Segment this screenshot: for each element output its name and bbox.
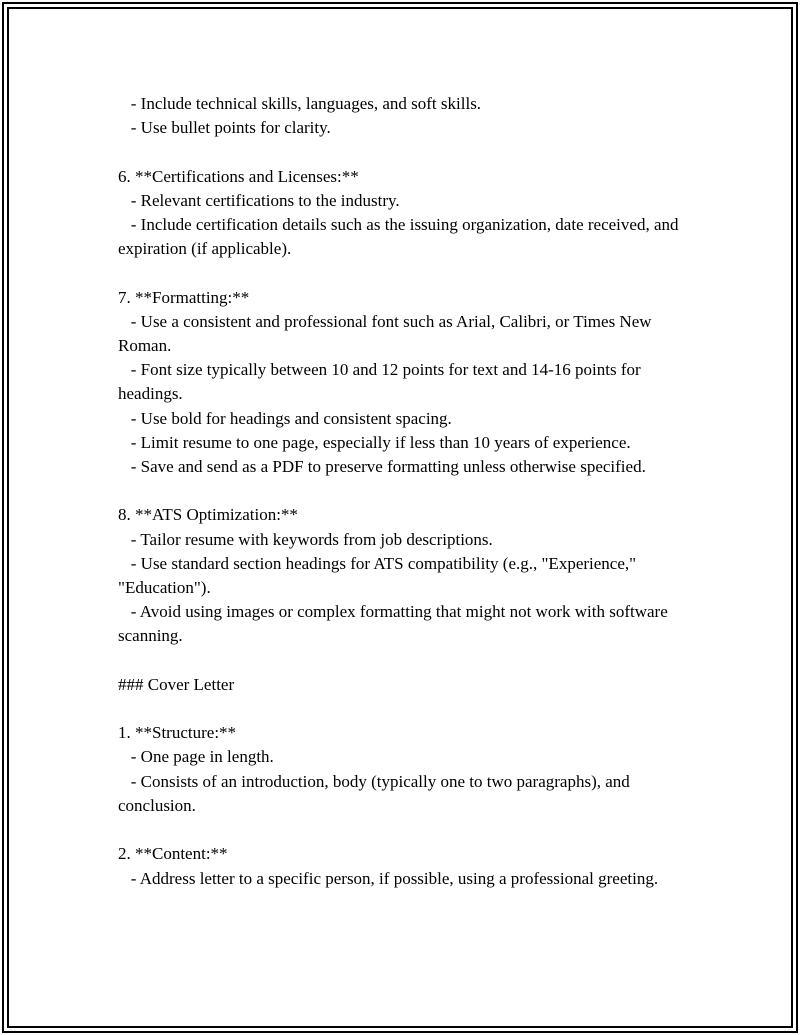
document-body-text: - Include technical skills, languages, and soft skills. - Use bullet points for clarity. 6. **Certifications and Licenses:** - Relevant certifications to the industry. - Include certification details such as the issuing organization, date received, and expiration (if applicable). 7. **Formatting:** - Use a consistent and professional font such as Arial, Calibri, or Times New Roman. - Font size typically between 10 and 12 points for text and 14-16 points for headings. - Use bold for headings and consistent spacing. - Limit resume to one page, especially if less than 10 years of experience. - Save and send as a PDF to preserve formatting unless otherwise specified. 8. **ATS Optimization:** - Tailor resume with keywords from job descriptions. - Use standard section headings for ATS compatibility (e.g., "Experience," "Education"). - Avoid using images or complex formatting that might not work with software scanning. ### Cover Letter 1. **Structure:** - One page in length. - Consists of an introduction, body (typically one to two paragraphs), and conclusion. 2. **Content:** - Address letter to a specific person, if possible, using a professional greeting. <box>118 94 679 888</box>
